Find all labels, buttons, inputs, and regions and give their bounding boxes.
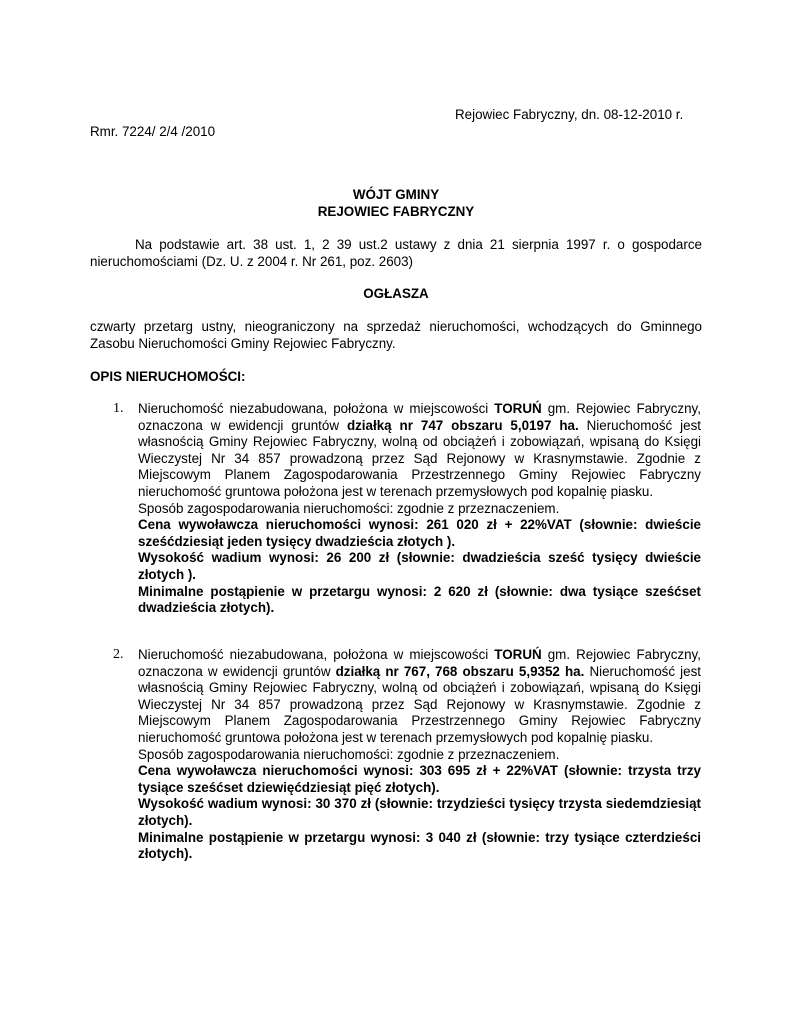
item-price: Cena wywoławcza nieruchomości wynosi: 303 695 zł + 22%VAT (słownie: trzysta trzy tysiące sześćset dziewięćdziesiąt pięć złotych). [138,763,701,795]
item-description [138,401,701,501]
item-description [138,647,701,747]
ownership-text: Nieruchomość jest własnością Gminy Rejowiec Fabryczny, wolną od obciążeń i zobowiązań, wpisaną do Księgi Wieczystej Nr 34 857 prowadzoną przez Sąd Rejonowy w Krasnymstawie. Zgodnie z Miejscowym Planem Zagospodarowania Przestrzennego Gminy Rejowiec Fabryczny nieruchomość gruntowa położona jest w terenach przemysłowych pod kopalnię piasku. [138,663,701,745]
announce-heading: OGŁASZA [363,286,429,301]
locality: TORUŃ [494,401,542,416]
property-item [113,401,701,617]
legal-basis [90,237,702,270]
item-min-increment: Minimalne postąpienie w przetargu wynosi: 3 040 zł (słownie: trzy tysiące czterdzieści złotych). [138,829,701,862]
reference-number: Rmr. 7224/ 2/4 /2010 [90,124,216,139]
item-usage: Sposób zagospodarowania nieruchomości: zgodnie z przeznaczeniem. [138,500,560,516]
item-deposit: Wysokość wadium wynosi: 26 200 zł (słownie: dwadzieścia sześć tysięcy dwieście złotych ). [138,550,701,582]
intro-text: gm. Rejowiec Fabryczny, oznaczona w ewidencji gruntów [138,401,701,433]
announce-text: czwarty przetarg ustny, nieograniczony na sprzedaż nieruchomości, wchodzących do Gminnego Zasobu Nieruchomości Gminy Rejowiec Fabryczny. [90,319,702,351]
item-price: Cena wywoławcza nieruchomości wynosi: 261 020 zł + 22%VAT (słownie: dwieście sześćdziesiąt jeden tysięcy dwadzieścia złotych ). [138,517,701,549]
locality: TORUŃ [494,647,542,662]
intro-text: gm. Rejowiec Fabryczny, oznaczona w ewidencji gruntów [138,647,701,679]
parcel-info: działką nr 767, 768 obszaru 5,9352 ha. [335,663,585,679]
item-deposit: Wysokość wadium wynosi: 30 370 zł (słownie: trzydzieści tysięcy trzysta siedemdziesiąt złotych). [138,796,701,828]
property-item [113,647,701,863]
issuer-title: WÓJT GMINY [352,187,440,202]
parcel-info: działką nr 747 obszaru 5,0197 ha. [346,417,579,433]
item-number: 1. [113,401,124,416]
legal-basis-text: Na podstawie art. 38 ust. 1, 2 39 ust.2 ustawy z dnia 21 sierpnia 1997 r. o gospodarce nieruchomościami (Dz. U. z 2004 r. Nr 261, poz. 2603) [90,237,702,269]
section-heading: OPIS NIERUCHOMOŚCI: [90,369,246,384]
ownership-text: Nieruchomość jest własnością Gminy Rejowiec Fabryczny, wolną od obciążeń i zobowiązań, wpisaną do Księgi Wieczystej Nr 34 857 prowadzoną przez Sąd Rejonowy w Krasnymstawie. Zgodnie z Miejscowym Planem Zagospodarowania Przestrzennego Gminy Rejowiec Fabryczny nieruchomość gruntowa położona jest w terenach przemysłowych pod kopalnię piasku. [138,417,701,499]
item-usage: Sposób zagospodarowania nieruchomości: zgodnie z przeznaczeniem. [138,746,560,762]
intro-text: Nieruchomość niezabudowana, położona w miejscowości [138,401,495,416]
item-min-increment: Minimalne postąpienie w przetargu wynosi: 2 620 zł (słownie: dwa tysiące sześćset dwadzieścia złotych). [138,583,701,616]
item-number: 2. [113,647,124,662]
place-date: Rejowiec Fabryczny, dn. 08-12-2010 r. [455,107,684,122]
intro-text: Nieruchomość niezabudowana, położona w miejscowości [138,647,495,662]
issuer-municipality: REJOWIEC FABRYCZNY [317,204,475,219]
